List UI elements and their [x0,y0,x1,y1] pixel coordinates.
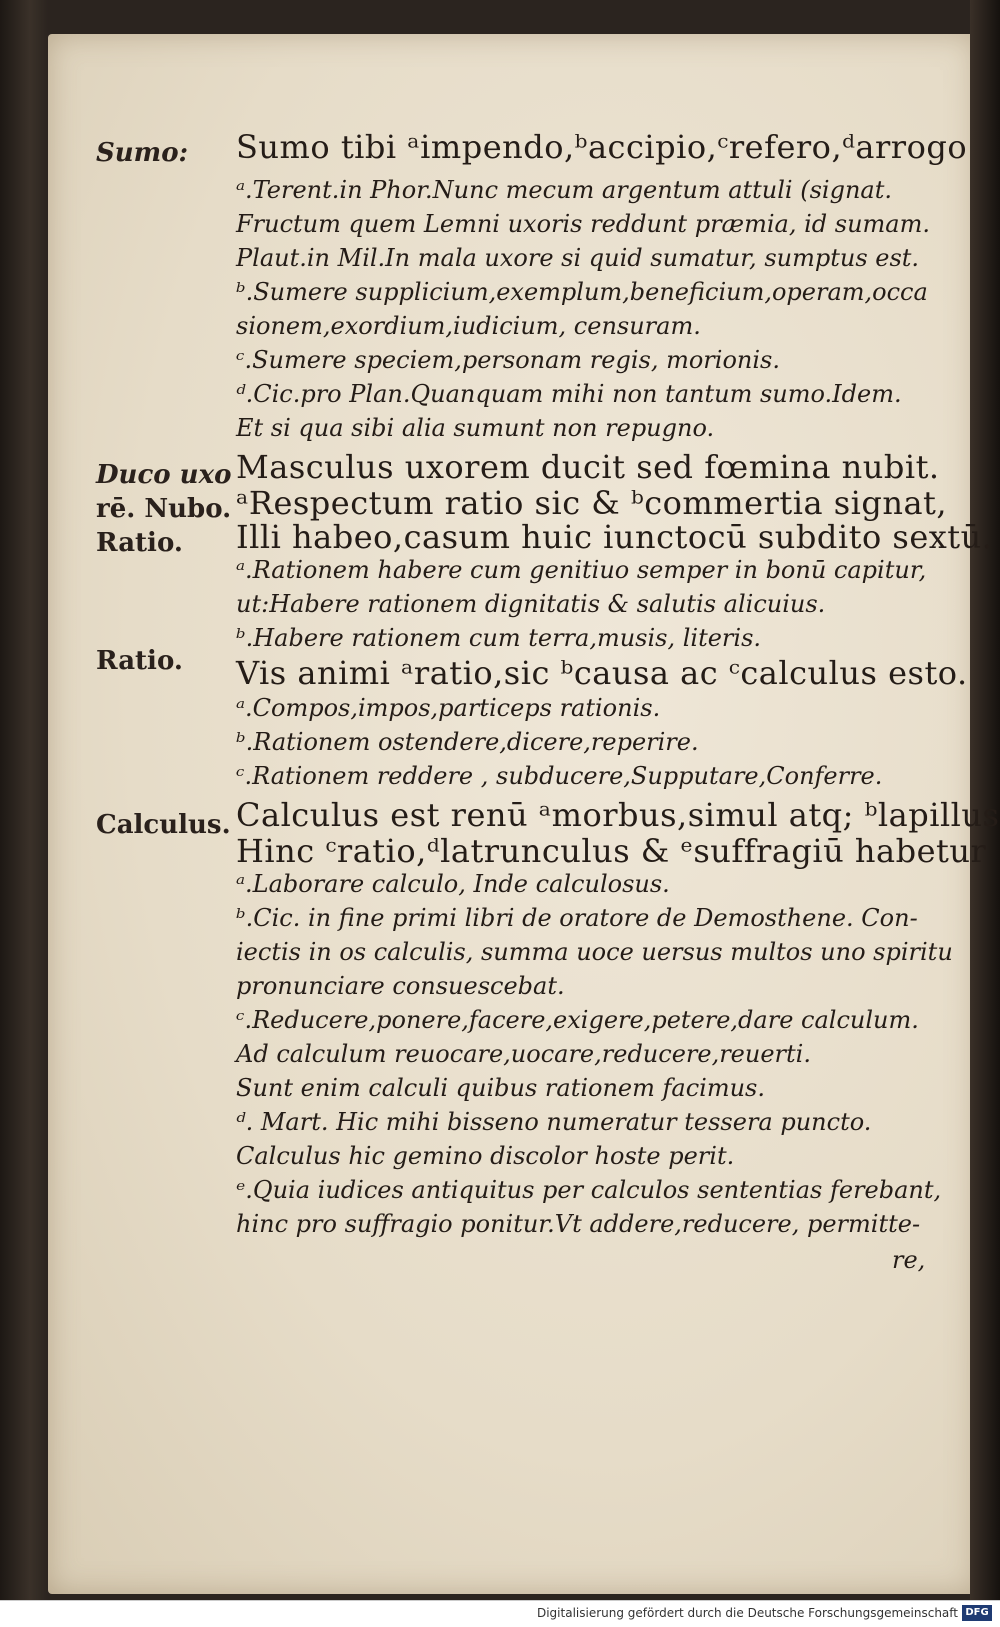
footer-credit: Digitalisierung gefördert durch die Deutsche Forschungsgemeinschaft [536,1606,958,1620]
text-line: Masculus uxorem ducit sed fœmina nubit. [236,448,940,486]
text-line: ut:Habere rationem dignitatis & salutis alicuius. [236,590,826,618]
catchword: re, [892,1246,926,1274]
text-line: Calculus hic gemino discolor hoste perit. [236,1142,735,1170]
text-line: ᵇ.Rationem ostendere,dicere,reperire. [236,728,699,756]
text-line: ᵈ. Mart. Hic mihi bisseno numeratur tessera puncto. [236,1108,872,1136]
text-line: ᶜ.Reducere,ponere,facere,exigere,petere,dare calculum. [236,1006,919,1034]
text-line: Hinc ᶜratio,ᵈlatrunculus & ᵉsuffragiū habetur [236,832,987,870]
text-line: Ad calculum reuocare,uocare,reducere,reuerti. [236,1040,811,1068]
margin-note-duco: Duco uxo [96,460,232,490]
text-line: ᵃ.Terent.in Phor.Nunc mecum argentum attuli (signat. [236,176,892,204]
text-line: ᵇ.Cic. in fine primi libri de oratore de Demosthene. Con- [236,904,918,932]
margin-note-ratio-2: Ratio. [96,646,183,676]
text-line: Fructum quem Lemni uxoris reddunt præmia, id sumam. [236,210,930,238]
text-line: Plaut.in Mil.In mala uxore si quid sumatur, sumptus est. [236,244,920,272]
text-line: ᵇ.Sumere supplicium,exemplum,beneficium,operam,occa [236,278,928,306]
text-line: Vis animi ᵃratio,sic ᵇcausa ac ᶜcalculus esto. [236,654,968,692]
text-line: Sunt enim calculi quibus rationem facimus. [236,1074,765,1102]
margin-note-sumo: Sumo: [96,138,189,168]
text-line: Sumo tibi ᵃimpendo,ᵇaccipio,ᶜrefero,ᵈarrogo [236,128,968,166]
text-line: ᵃ.Compos,impos,particeps rationis. [236,694,661,722]
text-line: pronunciare consuescebat. [236,972,565,1000]
text-line: Calculus est renū ᵃmorbus,simul atq; ᵇlapillus [236,796,1000,834]
footer-bar [0,1600,1000,1627]
text-line: ᵉ.Quia iudices antiquitus per calculos sententias ferebant, [236,1176,942,1204]
text-line: ᵈ.Cic.pro Plan.Quanquam mihi non tantum sumo.Idem. [236,380,902,408]
margin-note-calculus: Calculus. [96,810,231,840]
text-line: ᵃ.Laborare calculo, Inde calculosus. [236,870,670,898]
text-line: sionem,exordium,iudicium, censuram. [236,312,701,340]
dfg-logo: DFG [962,1605,992,1621]
text-line: ᵃRespectum ratio sic & ᵇcommertia signat, [236,484,948,522]
text-line: ᵇ.Habere rationem cum terra,musis, literis. [236,624,762,652]
text-line: iectis in os calculis, summa uoce uersus multos uno spiritu [236,938,953,966]
text-line: ᶜ.Sumere speciem,personam regis, morionis. [236,346,780,374]
text-line: hinc pro suffragio ponitur.Vt addere,reducere, permitte- [236,1210,921,1238]
text-line: Et si qua sibi alia sumunt non repugno. [236,414,715,442]
text-line: ᶜ.Rationem reddere , subducere,Supputare,Conferre. [236,762,883,790]
text-line: Illi habeo,casum huic iunctocū subdito sextū. [236,518,993,556]
margin-note-ratio-1: Ratio. [96,528,183,558]
margin-note-nubo: rē. Nubo. [96,494,232,524]
text-line: ᵃ.Rationem habere cum genitiuo semper in bonū capitur, [236,556,927,584]
